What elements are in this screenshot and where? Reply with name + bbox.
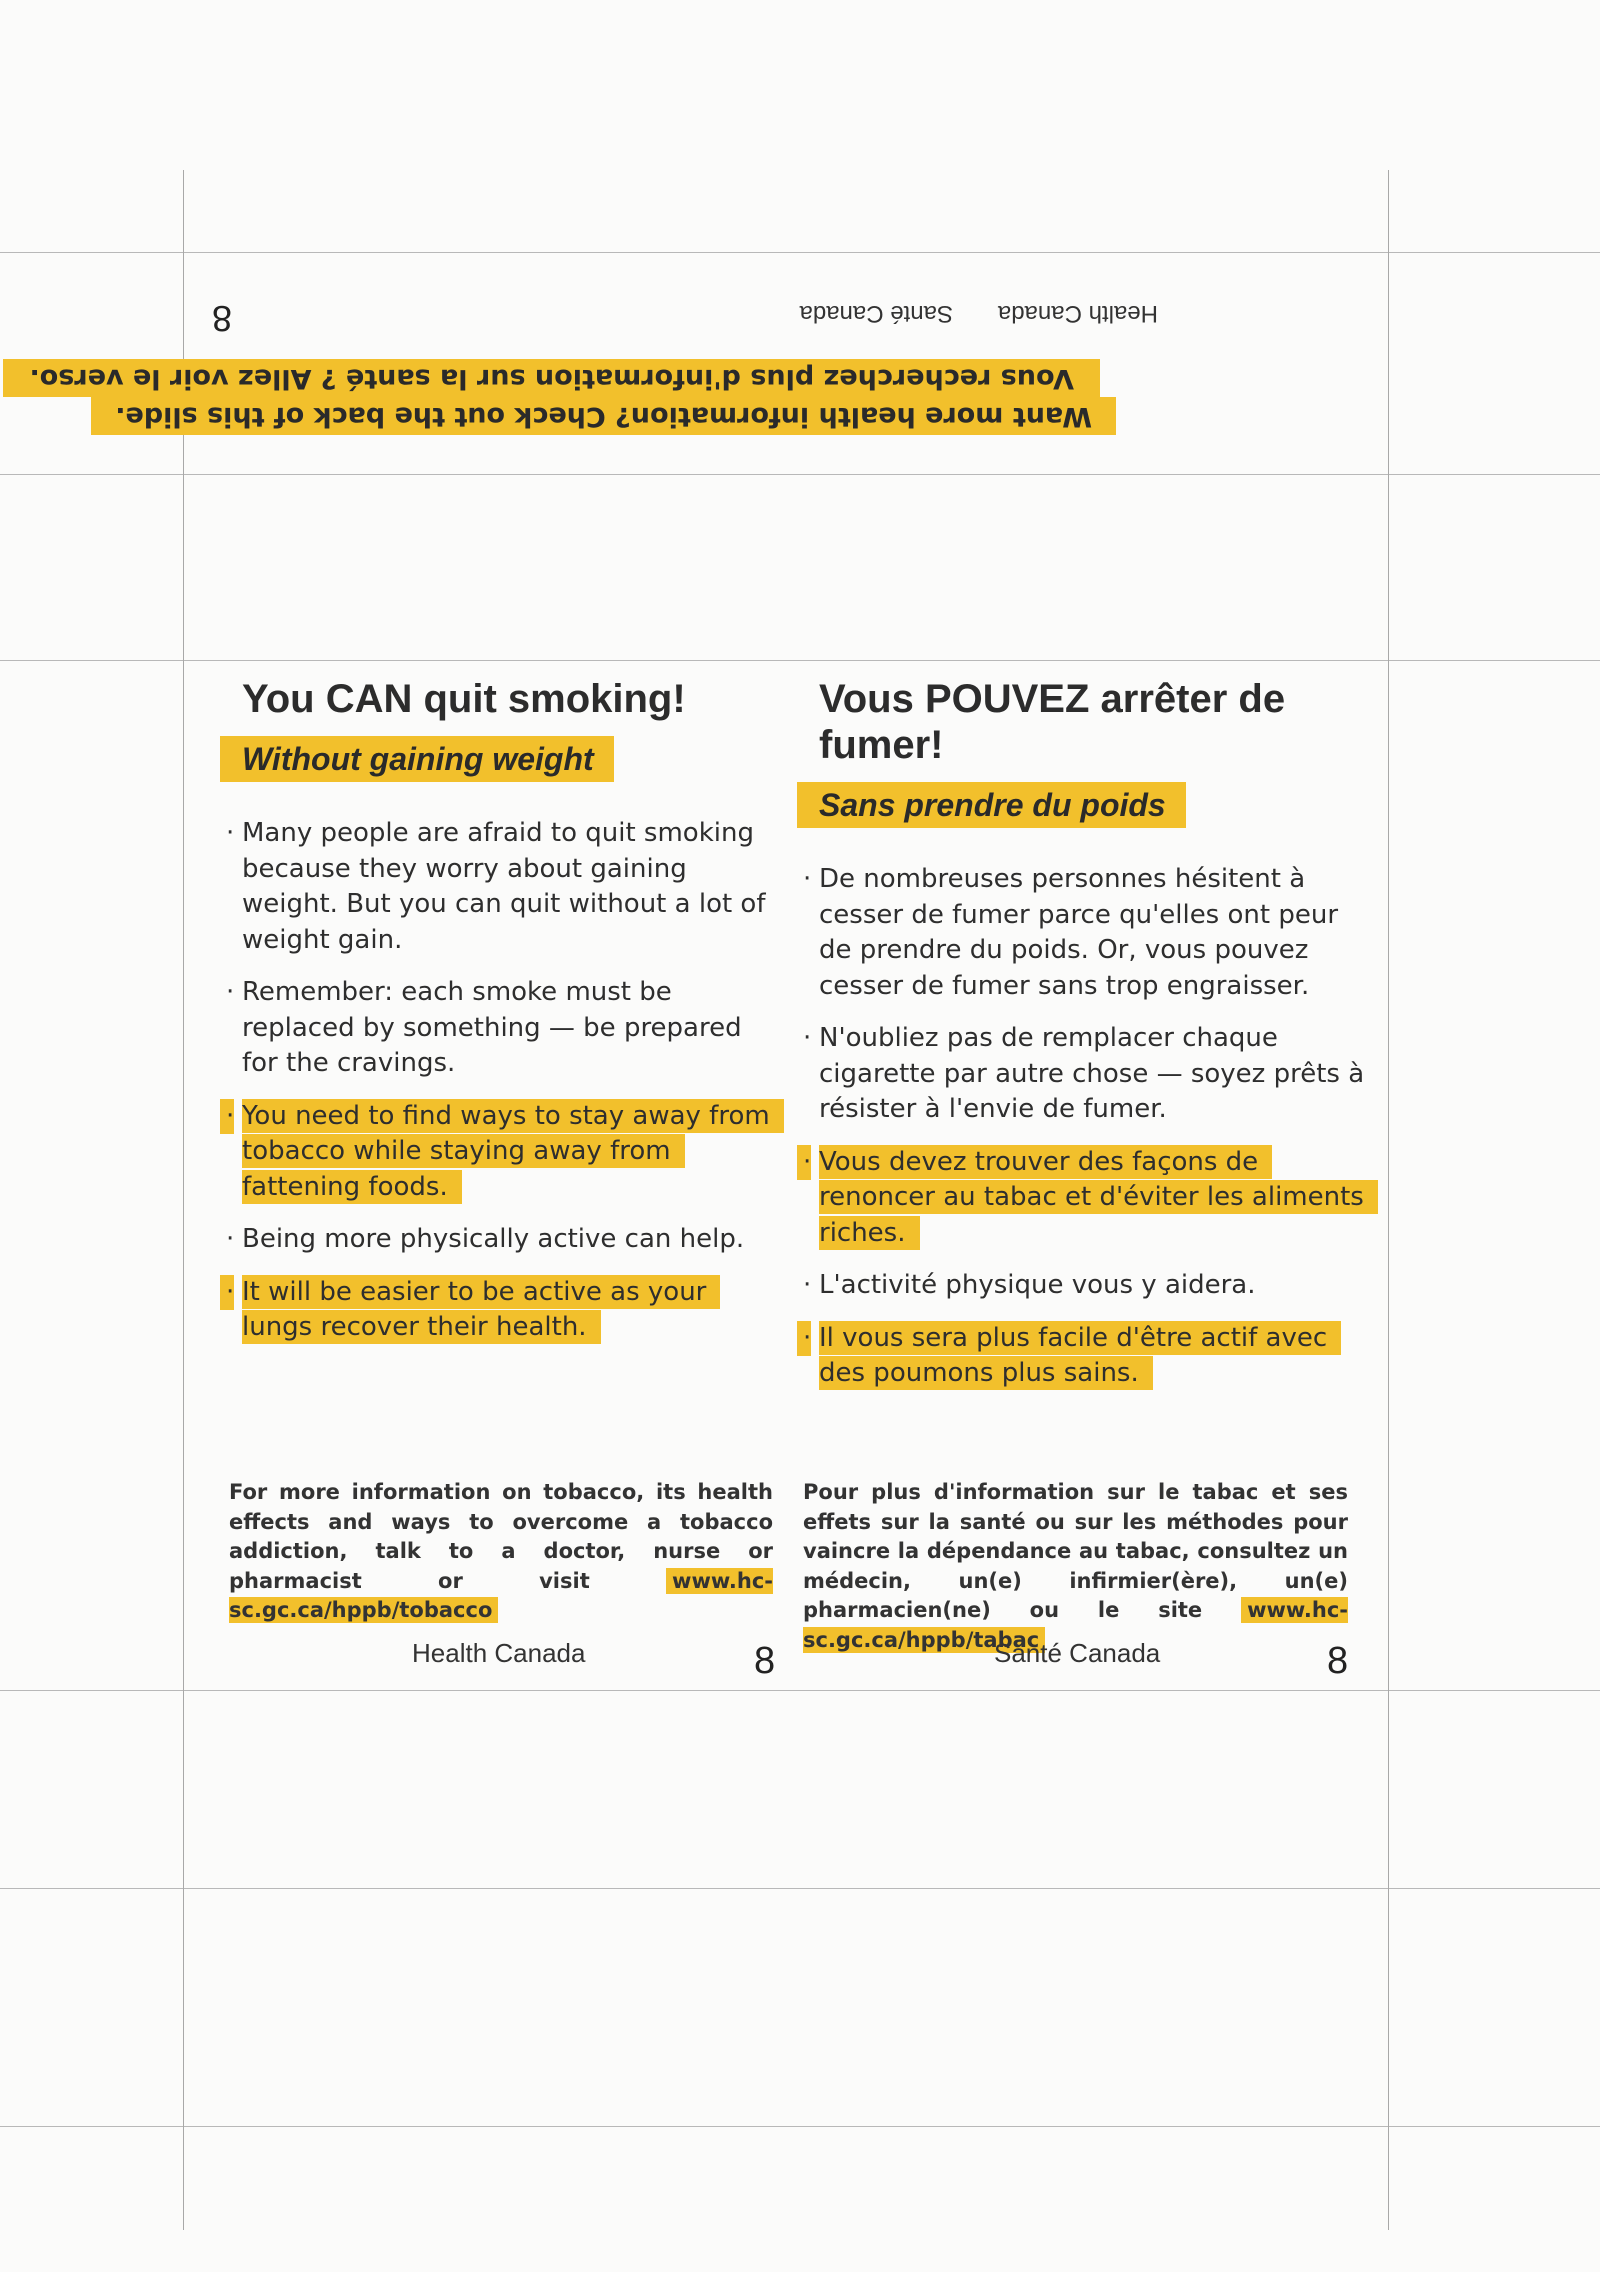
guide-line xyxy=(0,660,1600,661)
footer-fr: Santé Canada xyxy=(994,1638,1161,1668)
guide-line xyxy=(0,1690,1600,1691)
bullet-dot: · xyxy=(226,818,235,848)
flipped-footer-en: Health Canada xyxy=(997,300,1158,327)
list-item: · L'activité physique vous y aidera. xyxy=(797,1268,1377,1304)
french-column xyxy=(797,676,1377,1409)
flipped-footer-fr: Santé Canada xyxy=(799,300,953,327)
english-column xyxy=(220,676,780,1363)
bullet-list-fr xyxy=(797,862,1377,1392)
info-paragraph-en xyxy=(229,1478,773,1626)
flipped-panel xyxy=(29,255,1400,445)
info-link-en[interactable]: www.hc-sc.gc.ca/hppb/tobacco xyxy=(229,1568,773,1622)
list-item: · N'oubliez pas de remplacer chaque cigarette par autre chose — soyez prêts à résister à l'envie de fumer. xyxy=(803,1023,1365,1124)
page-title-fr: Vous POUVEZ arrêter de fumer! xyxy=(819,677,1286,767)
list-item-highlighted: · It will be easier to be active as your lungs recover their health. xyxy=(220,1275,780,1346)
bullet-list-en xyxy=(220,816,780,1346)
footer-en: Health Canada xyxy=(412,1638,586,1668)
info-text-fr: Pour plus d'information sur le tabac et ses effets sur la santé ou sur les méthodes pour vaincre la dépendance au tabac, consultez un médecin, un(e) infirmier(ère), un(e) pharmacien(ne) ou le site xyxy=(803,1480,1348,1622)
guide-line xyxy=(0,252,1600,253)
flipped-info-fr: Vous recherchez plus d'information sur la santé ? Allez voir le verso. xyxy=(3,359,1100,397)
list-item-highlighted: · Vous devez trouver des façons de renoncer au tabac et d'éviter les aliments riches. xyxy=(797,1145,1377,1252)
bullet-dot: · xyxy=(797,1321,811,1357)
guide-line xyxy=(183,170,184,2230)
list-item-highlighted: · You need to find ways to stay away from tobacco while staying away from fattening foods. xyxy=(220,1099,780,1206)
subtitle-fr: Sans prendre du poids xyxy=(797,782,1186,828)
guide-line xyxy=(1388,170,1389,2230)
subtitle-en: Without gaining weight xyxy=(220,736,614,782)
info-text-en: For more information on tobacco, its health effects and ways to overcome a tobacco addiction, talk to a doctor, nurse or pharmacist or visit xyxy=(229,1480,773,1593)
guide-line xyxy=(0,1888,1600,1889)
flipped-info-en: Want more health information? Check out the back of this slide. xyxy=(91,397,1116,435)
info-link-fr[interactable]: www.hc-sc.gc.ca/hppb/tabac xyxy=(803,1598,1349,1652)
bullet-dot: · xyxy=(220,1275,234,1311)
bullet-dot: · xyxy=(226,977,235,1007)
bullet-dot: · xyxy=(803,1023,812,1053)
list-item: · Being more physically active can help. xyxy=(220,1222,780,1258)
page-number-fr: 8 xyxy=(1327,1640,1349,1682)
flipped-page-number: 8 xyxy=(211,298,232,339)
info-paragraph-fr xyxy=(803,1478,1348,1655)
page-title-en: You CAN quit smoking! xyxy=(242,677,686,721)
bullet-dot: · xyxy=(803,1270,812,1300)
bullet-dot: · xyxy=(797,1145,811,1181)
bullet-dot: · xyxy=(226,1224,235,1254)
guide-line xyxy=(0,2126,1600,2127)
bullet-dot: · xyxy=(803,864,812,894)
guide-line xyxy=(0,474,1600,475)
list-item: · Remember: each smoke must be replaced by something — be prepared for the cravings. xyxy=(226,977,742,1078)
list-item-highlighted: · Il vous sera plus facile d'être actif avec des poumons plus sains. xyxy=(797,1321,1377,1392)
page-number-en: 8 xyxy=(754,1640,776,1682)
bullet-dot: · xyxy=(220,1099,234,1135)
list-item: · Many people are afraid to quit smoking because they worry about gaining weight. But you can quit without a lot of weight gain. xyxy=(226,818,766,955)
list-item: · De nombreuses personnes hésitent à cesser de fumer parce qu'elles ont peur de prendre du poids. Or, vous pouvez cesser de fumer sans trop engraisser. xyxy=(803,864,1339,1001)
